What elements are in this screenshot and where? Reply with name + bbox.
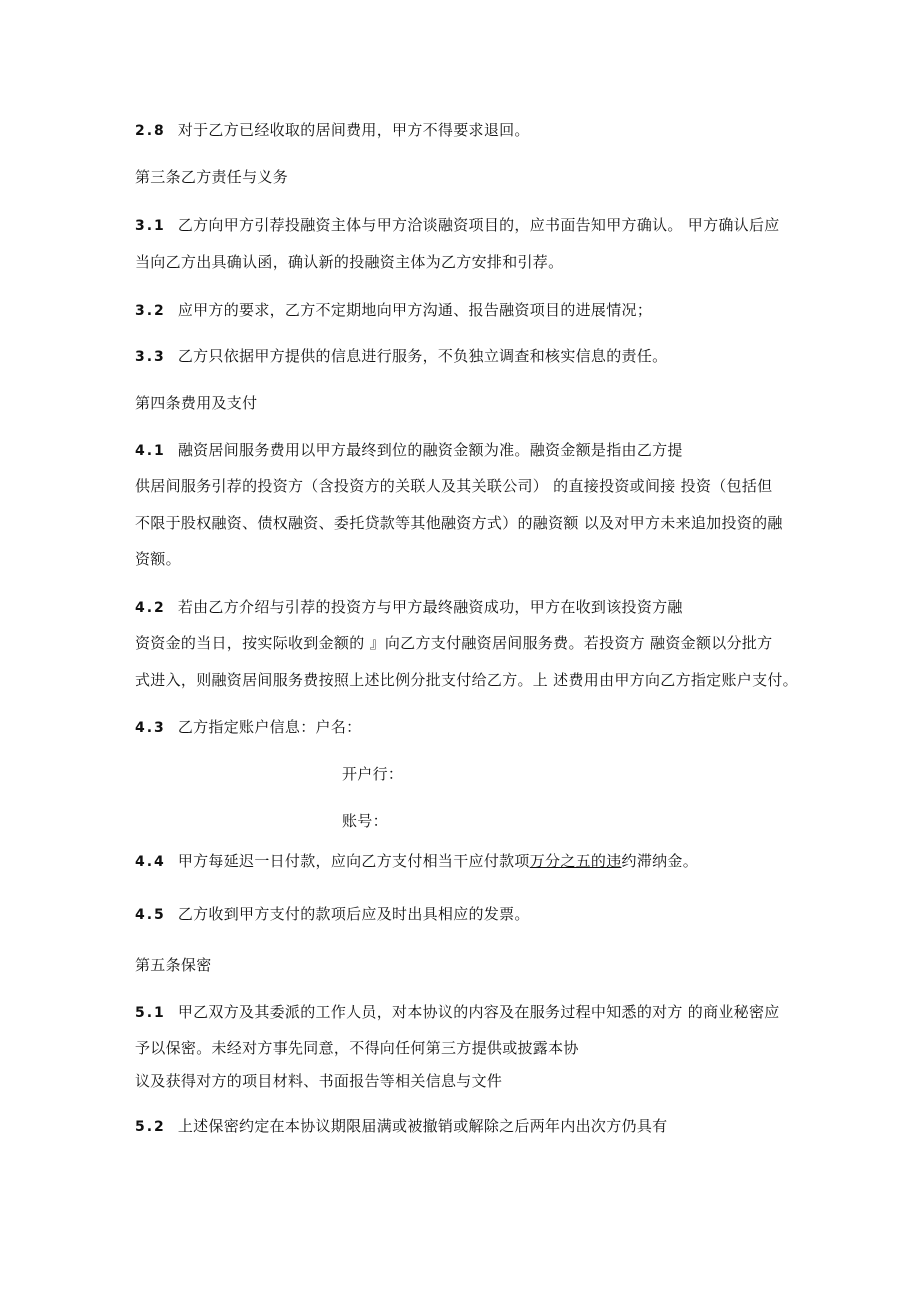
- clause-text: 对于乙方已经收取的居间费用，甲方不得要求退回。: [177, 121, 530, 139]
- clause-4-1-line4: 资额。: [135, 550, 181, 568]
- article-5-title: 第五条保密: [135, 956, 212, 974]
- clause-5-1-line2: 予以保密。未经对方事先同意，不得向任何第三方提供或披露本协: [135, 1039, 579, 1057]
- clause-number: 4.2: [135, 600, 166, 616]
- clause-number: 5.1: [135, 1005, 166, 1021]
- bank-label: 开户行：: [342, 765, 404, 783]
- clause-text: 甲方每延迟一日付款，应向乙方支付相当干应付款项: [177, 852, 530, 870]
- clause-number: 4.1: [135, 443, 166, 459]
- account-name-label: 乙方指定账户信息：户名：: [177, 718, 362, 736]
- clause-number: 4.5: [135, 907, 166, 923]
- clause-4-1-line2: 供居间服务引荐的投资方（含投资方的关联人及其关联公司） 的直接投资或间接 投资（包括但: [135, 477, 773, 495]
- clause-3-1-line2: 当向乙方出具确认函，确认新的投融资主体为乙方安排和引荐。: [135, 253, 564, 271]
- clause-number: 3.3: [135, 349, 166, 365]
- clause-number: 3.2: [135, 303, 166, 319]
- clause-3-3: [135, 346, 667, 367]
- clause-5-2: [135, 1116, 667, 1137]
- clause-text: 融资居间服务费用以甲方最终到位的融资金额为准。融资金额是指由乙方提: [177, 441, 683, 459]
- clause-number: 4.4: [135, 854, 166, 870]
- clause-number: 4.3: [135, 720, 166, 736]
- article-4-title: 第四条费用及支付: [135, 394, 258, 412]
- clause-5-1-line3: 议及获得对方的项目材料、书面报告等相关信息与文件: [135, 1072, 503, 1090]
- clause-4-2-line3: 式进入，则融资居间服务费按照上述比例分批支付给乙方。上 述费用由甲方向乙方指定账户支付。: [135, 671, 798, 689]
- clause-text: 应甲方的要求，乙方不定期地向甲方沟通、报告融资项目的进展情况；: [177, 301, 653, 319]
- clause-text-end: 约滞纳金。: [621, 852, 699, 870]
- clause-text: 若由乙方介绍与引荐的投资方与甲方最终融资成功，甲方在收到该投资方融: [177, 598, 683, 616]
- clause-4-1: [135, 440, 683, 461]
- clause-3-1: [135, 215, 780, 236]
- article-3-title: 第三条乙方责任与义务: [135, 168, 289, 186]
- clause-2-8: [135, 120, 530, 141]
- clause-number: 3.1: [135, 218, 166, 234]
- clause-4-1-line3: 不限于股权融资、债权融资、委托贷款等其他融资方式）的融资额 以及对甲方未来追加投资的融: [135, 514, 783, 532]
- clause-number: 5.2: [135, 1119, 166, 1135]
- clause-4-3: [135, 717, 361, 738]
- clause-text: 乙方只依据甲方提供的信息进行服务，不负独立调查和核实信息的责任。: [177, 347, 668, 365]
- account-number-label: 账号：: [342, 812, 388, 830]
- clause-text: 上述保密约定在本协议期限届满或被撤销或解除之后两年内出次方仍具有: [177, 1117, 668, 1135]
- clause-text: 甲乙双方及其委派的工作人员，对本协议的内容及在服务过程中知悉的对方 的商业秘密应: [177, 1003, 780, 1021]
- clause-4-5: [135, 904, 530, 925]
- clause-text: 乙方向甲方引荐投融资主体与甲方洽谈融资项目的，应书面告知甲方确认。 甲方确认后应: [177, 216, 780, 234]
- clause-text: 乙方收到甲方支付的款项后应及时出具相应的发票。: [177, 905, 530, 923]
- underlined-text: 万分之五的违: [529, 852, 622, 870]
- clause-5-1: [135, 1002, 780, 1023]
- clause-3-2: [135, 300, 652, 321]
- clause-4-2: [135, 597, 683, 618]
- clause-4-4: [135, 851, 698, 872]
- clause-number: 2.8: [135, 123, 166, 139]
- clause-4-2-line2: 资资金的当日，按实际收到金额的 』向乙方支付融资居间服务费。若投资方 融资金额以分批方: [135, 634, 773, 652]
